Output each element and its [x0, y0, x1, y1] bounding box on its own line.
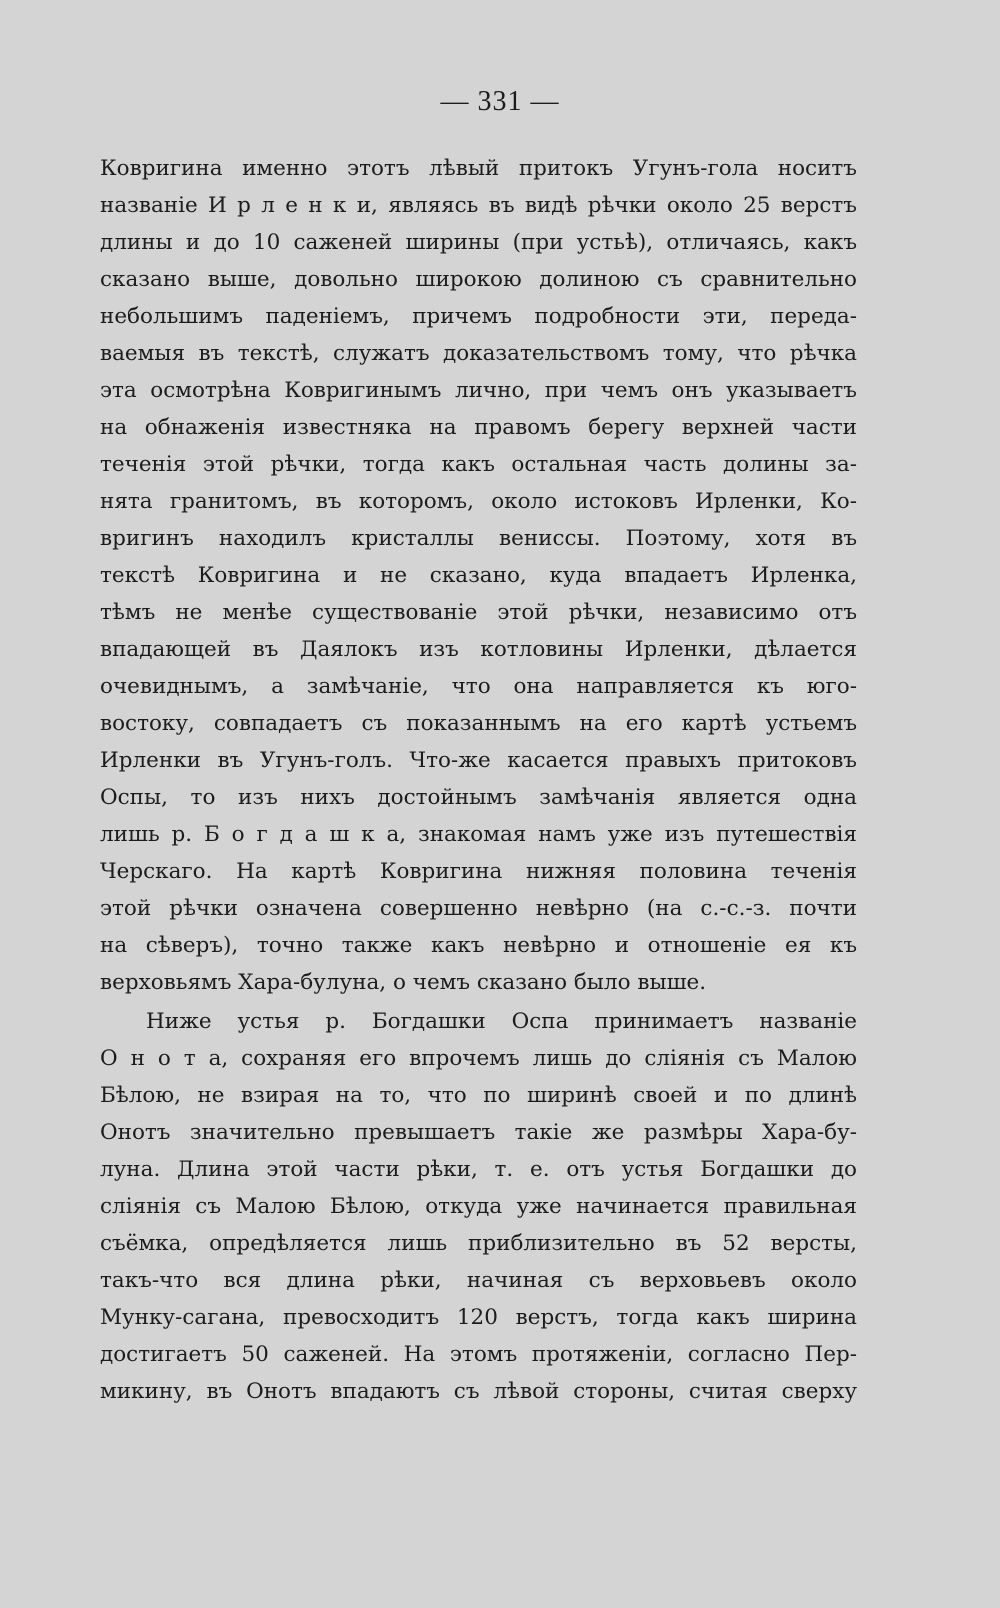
paragraph-2 [100, 1003, 857, 1410]
text-line: микину, въ Онотъ впадаютъ съ лѣвой стороны, считая сверху [100, 1379, 857, 1404]
text-line: вригинъ находилъ кристаллы вениссы. Поэтому, хотя въ [100, 526, 857, 551]
text-line: О н о т а, сохраняя его впрочемъ лишь до сліянія съ Малою [100, 1046, 857, 1071]
text-line: этой рѣчки означена совершенно невѣрно (на с.-с.-з. почти [100, 896, 857, 921]
text-line: нята гранитомъ, въ которомъ, около истоковъ Ирленки, Ко- [100, 489, 857, 514]
text-line: эта осмотрѣна Ковригинымъ лично, при чемъ онъ указываетъ [100, 378, 857, 403]
text-line: впадающей въ Даялокъ изъ котловины Ирленки, дѣлается [100, 637, 857, 662]
body-text [100, 150, 857, 1410]
text-line: достигаетъ 50 саженей. На этомъ протяженіи, согласно Пер- [100, 1342, 857, 1367]
text-line: такъ-что вся длина рѣки, начиная съ верховьевъ около [100, 1268, 857, 1293]
text-line: Онотъ значительно превышаетъ такіе же размѣры Хара-бу- [100, 1120, 857, 1145]
text-line: Мунку-сагана, превосходитъ 120 верстъ, тогда какъ ширина [100, 1305, 857, 1330]
text-line: названіе И р л е н к и, являясь въ видѣ рѣчки около 25 верстъ [100, 193, 857, 218]
text-line: текстѣ Ковригина и не сказано, куда впадаетъ Ирленка, [100, 563, 857, 588]
text-line: съёмка, опредѣляется лишь приблизительно въ 52 версты, [100, 1231, 857, 1256]
text-line: луна. Длина этой части рѣки, т. е. отъ устья Богдашки до [100, 1157, 857, 1182]
text-line: на обнаженія известняка на правомъ берегу верхней части [100, 415, 857, 440]
page-number: — 331 — [440, 86, 560, 117]
text-line: верховьямъ Хара-булуна, о чемъ сказано было выше. [100, 970, 707, 995]
text-line: Ниже устья р. Богдашки Оспа принимаетъ названіе [146, 1009, 857, 1034]
text-line: Черскаго. На картѣ Ковригина нижняя половина теченія [100, 859, 857, 884]
text-line: Бѣлою, не взирая на то, что по ширинѣ своей и по длинѣ [100, 1083, 857, 1108]
text-line: очевиднымъ, а замѣчаніе, что она направляется къ юго- [100, 674, 857, 699]
text-line: ваемыя въ текстѣ, служатъ доказательствомъ тому, что рѣчка [100, 341, 857, 366]
text-line: тѣмъ не менѣе существованіе этой рѣчки, независимо отъ [100, 600, 857, 625]
text-line: Ирленки въ Угунъ-голъ. Что-же касается правыхъ притоковъ [100, 748, 857, 773]
paragraph-1 [100, 150, 857, 1001]
text-line: востоку, совпадаетъ съ показаннымъ на его картѣ устьемъ [100, 711, 857, 736]
text-line: теченія этой рѣчки, тогда какъ остальная часть долины за- [100, 452, 857, 477]
text-line: небольшимъ паденіемъ, причемъ подробности эти, переда- [100, 304, 857, 329]
text-line: длины и до 10 саженей ширины (при устьѣ), отличаясь, какъ [100, 230, 857, 255]
text-line: лишь р. Б о г д а ш к а, знакомая намъ уже изъ путешествія [100, 822, 857, 847]
text-line: Ковригина именно этотъ лѣвый притокъ Угунъ-гола носитъ [100, 156, 857, 181]
text-line: сказано выше, довольно широкою долиною съ сравнительно [100, 267, 857, 292]
text-line: Оспы, то изъ нихъ достойнымъ замѣчанія является одна [100, 785, 857, 810]
text-line: на сѣверъ), точно также какъ невѣрно и отношеніе ея къ [100, 933, 857, 958]
text-line: сліянія съ Малою Бѣлою, откуда уже начинается правильная [100, 1194, 857, 1219]
